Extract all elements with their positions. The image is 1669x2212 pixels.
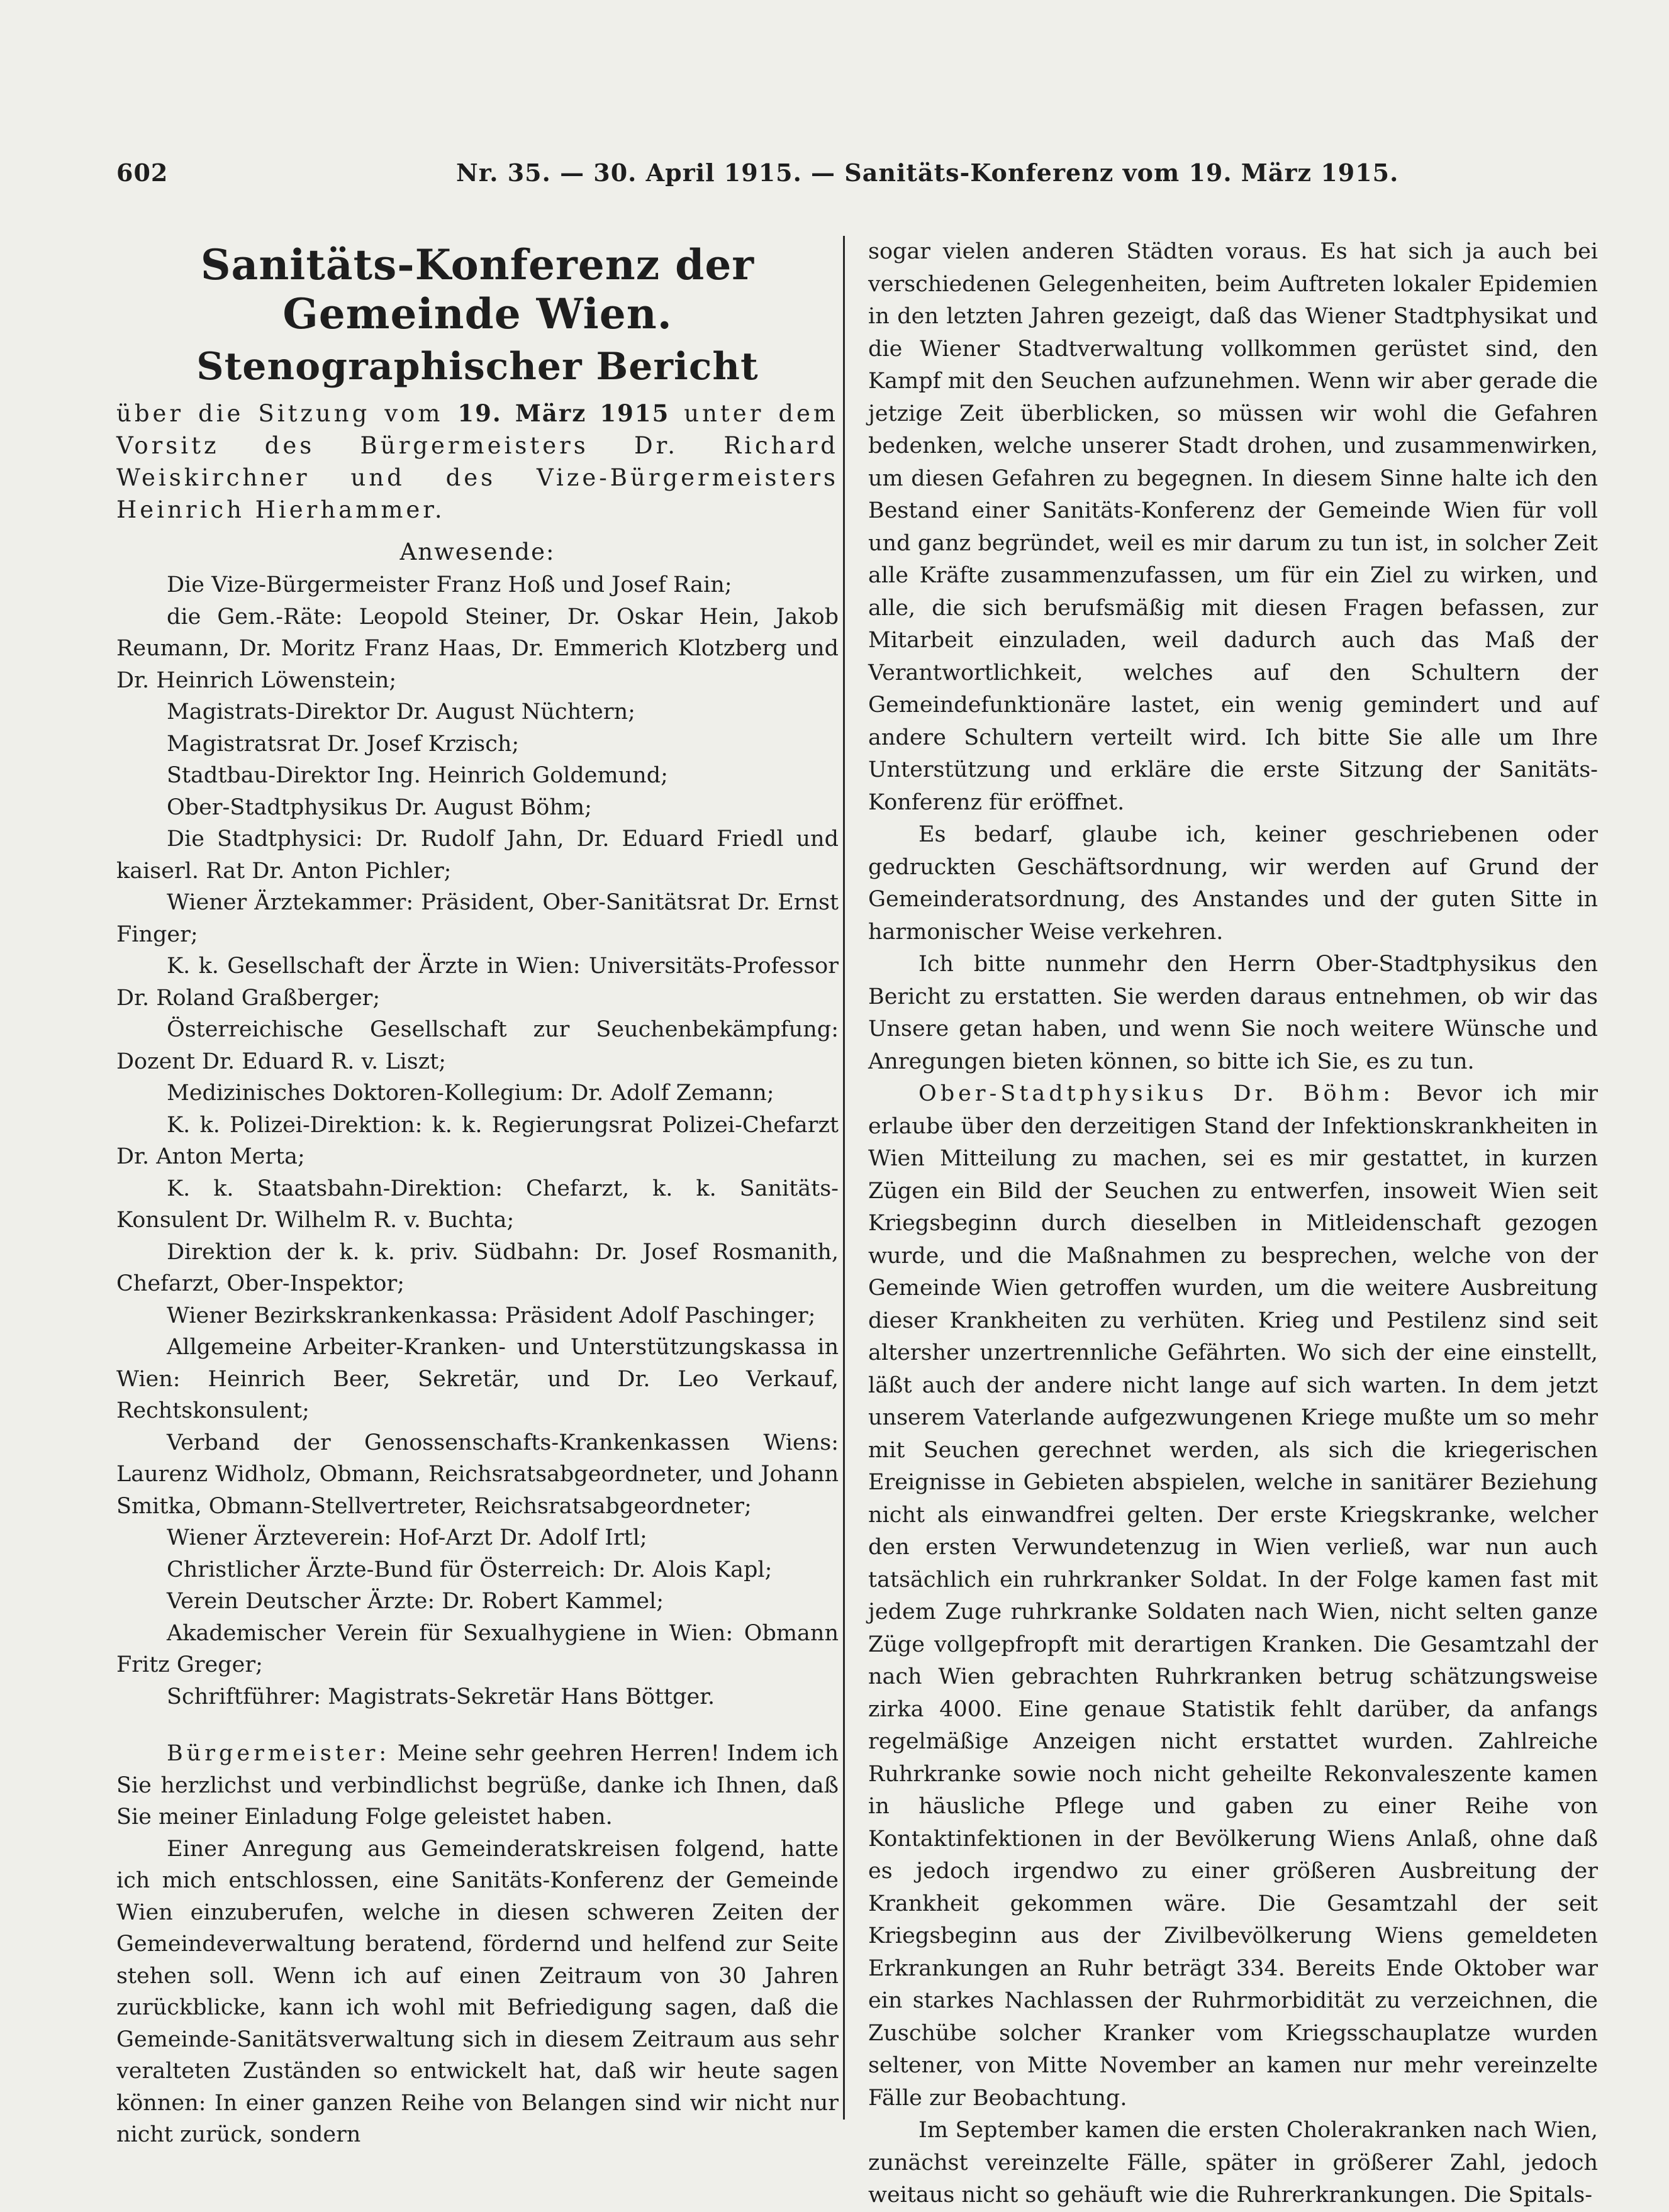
article-subtitle: Stenographischer Bericht — [196, 345, 759, 389]
attendee-entry: Magistrats-Direktor Dr. August Nüchtern; — [167, 699, 635, 725]
attendee-entry: Schriftführer: Magistrats-Sekretär Hans Böttger. — [167, 1684, 715, 1709]
attendee-entry: die Gem.-Räte: Leopold Steiner, Dr. Oskar Hein, Jakob Reumann, Dr. Moritz Franz Haas, Dr. Emmerich Klotzberg und Dr. Heinrich Löwenstein; — [116, 604, 839, 693]
left-body-text — [116, 1738, 839, 2151]
paragraph-text: Im September kamen die ersten Cholerakranken nach Wien, zunächst vereinzelte Fälle, später in größerer Zahl, jedoch weitaus nicht so gehäuft wie die Ruhrerkrankungen. Die Spitals- — [868, 2118, 1598, 2208]
paragraph-text: Es bedarf, glaube ich, keiner geschriebenen oder gedruckten Geschäftsordnung, wir werden auf Grund der Gemeinderatsordnung, des Anstandes und der guten Sitte in harmonischer Weise verkehren. — [868, 822, 1598, 945]
attendee-entry: Stadtbau-Direktor Ing. Heinrich Goldemund; — [167, 763, 668, 788]
attendee-entry: Ober-Stadtphysikus Dr. August Böhm; — [167, 794, 592, 820]
body-paragraph — [868, 2115, 1598, 2212]
attendee-entry: K. k. Gesellschaft der Ärzte in Wien: Universitäts-Professor Dr. Roland Graßberger; — [116, 953, 839, 1011]
attendee-entry: Die Vize-Bürgermeister Franz Hoß und Josef Rain; — [167, 572, 732, 597]
session-intro — [116, 397, 839, 526]
attendee-entry: Medizinisches Doktoren-Kollegium: Dr. Adolf Zemann; — [167, 1081, 774, 1106]
attendee-entry: Österreichische Gesellschaft zur Seuchenbekämpfung: Dozent Dr. Eduard R. v. Liszt; — [116, 1017, 839, 1074]
left-column — [116, 233, 839, 2151]
paragraph-text: Einer Anregung aus Gemeinderatskreisen folgend, hatte ich mich entschlossen, eine Sanitäts-Konferenz der Gemeinde Wien einzuberufen, welche in diesen schweren Zeiten der Gemeindeverwaltung beratend, fördernd und helfend zur Seite stehen soll. Wenn ich auf einen Zeitraum von 30 Jahren zurückblicke, kann ich wohl mit Befriedigung sagen, daß die Gemeinde-Sanitätsverwaltung sich in diesem Zeitraum aus sehr veralteten Zuständen so entwickelt hat, daß wir heute sagen können: In einer ganzen Reihe von Belangen sind wir nicht nur nicht zurück, sondern — [116, 1836, 839, 2147]
attendee-entry: Verein Deutscher Ärzte: Dr. Robert Kammel; — [167, 1589, 664, 1614]
column-divider — [843, 236, 845, 2120]
speaker-name: Bürgermeister: — [167, 1741, 391, 1766]
body-paragraph — [868, 819, 1598, 948]
running-title: Nr. 35. — 30. April 1915. — Sanitäts-Konferenz vom 19. März 1915. — [456, 158, 1399, 187]
attendee-entry: Wiener Ärztekammer: Präsident, Ober-Sanitätsrat Dr. Ernst Finger; — [116, 890, 839, 947]
intro-pre: über die Sitzung vom — [116, 400, 458, 427]
attendee-entry: Allgemeine Arbeiter-Kranken- und Unterstützungskassa in Wien: Heinrich Beer, Sekretär, und Dr. Leo Verkauf, Rechtskonsulent; — [116, 1335, 839, 1423]
body-paragraph — [868, 1078, 1598, 2115]
session-date: 19. März 1915 — [457, 399, 670, 427]
paragraph-text: Bevor ich mir erlaube über den derzeitigen Stand der Infektionskrankheiten in Wien Mitteilung zu machen, sei es mir gestattet, in kurzen Zügen ein Bild der Seuchen zu entwerfen, insoweit Wien seit Kriegsbeginn durch dieselben in Mitleidenschaft gezogen wurde, und die Maßnahmen zu besprechen, welche von der Gemeinde Wien getroffen wurden, um die weitere Ausbreitung dieser Krankheiten zu verhüten. Krieg und Pestilenz sind seit altersher unzertrennliche Gefährten. Wo sich der eine einstellt, läßt auch der andere nicht lange auf sich warten. In dem jetzt unserem Vaterlande aufgezwungenen Kriege mußte um so mehr mit Seuchen gerechnet werden, als sich die kriegerischen Ereignisse in Gebieten abspielen, welche in sanitärer Beziehung nicht als einwandfrei gelten. Der erste Kriegskranke, welcher den ersten Verwundetenzug in Wien verließ, war nun auch tatsächlich ein ruhrkranker Soldat. In der Folge kamen fast mit jedem Zuge ruhrkranke Soldaten nach Wien, nicht selten ganze Züge vollgepfropft mit derartigen Kranken. Die Gesamtzahl der nach Wien gebrachten Ruhrkranken betrug schätzungsweise zirka 4000. Eine genaue Statistik fehlt darüber, da anfangs regelmäßige Anzeigen nicht erstattet wurden. Zahlreiche Ruhrkranke sowie noch nicht geheilte Rekonvaleszente kamen in häusliche Pflege und gaben zu einer Reihe von Kontaktinfektionen in der Bevölkerung Wiens Anlaß, ohne daß es jedoch irgendwo zu einer größeren Ausbreitung der Krankheit gekommen wäre. Die Gesamtzahl der seit Kriegsbeginn aus der Zivilbevölkerung Wiens gemeldeten Erkrankungen an Ruhr beträgt 334. Bereits Ende Oktober war ein starkes Nachlassen der Ruhrmorbidität zu verzeichnen, die Zuschübe solcher Kranker vom Kriegsschauplatze wurden seltener, von Mitte November an kamen nur mehr vereinzelte Fälle zur Beobachtung. — [868, 1081, 1598, 2111]
paragraph-text: sogar vielen anderen Städten voraus. Es hat sich ja auch bei verschiedenen Gelegenheiten, beim Auftreten lokaler Epidemien in den letzten Jahren gezeigt, daß das Wiener Stadtphysikat und die Wiener Stadtverwaltung vollkommen gerüstet sind, den Kampf mit den Seuchen aufzunehmen. Wenn wir aber gerade die jetzige Zeit überblicken, so müssen wir wohl die Gefahren bedenken, welche unserer Stadt drohen, und zusammenwirken, um diesen Gefahren zu begegnen. In diesem Sinne halte ich den Bestand einer Sanitäts-Konferenz der Gemeinde Wien für voll und ganz begründet, weil es mir darum zu tun ist, in solcher Zeit alle Kräfte zusammenzufassen, um für ein Ziel zu wirken, und alle, die sich berufsmäßig mit diesen Fragen befassen, zur Mitarbeit einzuladen, weil dadurch auch das Maß der Verantwortlichkeit, welches auf den Schultern der Gemeindefunktionäre lastet, ein wenig gemindert und auf andere Schultern verteilt wird. Ich bitte Sie alle um Ihre Unterstützung und erkläre die erste Sitzung der Sanitäts-Konferenz für eröffnet. — [868, 239, 1598, 815]
attendee-entry: Akademischer Verein für Sexualhygiene in Wien: Obmann Fritz Greger; — [116, 1620, 839, 1677]
body-paragraph — [868, 236, 1598, 819]
page-header — [116, 158, 1399, 196]
attendee-entry: K. k. Polizei-Direktion: k. k. Regierungsrat Polizei-Chefarzt Dr. Anton Merta; — [116, 1112, 839, 1169]
body-paragraph — [116, 1738, 839, 1833]
attendee-entry: Wiener Bezirkskrankenkassa: Präsident Adolf Paschinger; — [167, 1303, 816, 1328]
paragraph-text: Meine sehr geehren Herren! Indem ich Sie herzlichst und verbindlichst begrüße, danke ich Ihnen, daß Sie meiner Einladung Folge geleistet haben. — [116, 1741, 839, 1830]
attendee-entry: Magistratsrat Dr. Josef Krzisch; — [167, 731, 520, 757]
body-paragraph — [868, 948, 1598, 1078]
attendee-entry: Christlicher Ärzte-Bund für Österreich: Dr. Alois Kapl; — [167, 1557, 773, 1582]
speaker-name: Ober-Stadtphysikus Dr. Böhm: — [918, 1081, 1395, 1106]
body-paragraph — [116, 1833, 839, 2151]
attendees-heading: Anwesende: — [399, 538, 555, 565]
page-number: 602 — [116, 158, 169, 187]
attendees-list — [116, 569, 839, 1713]
attendee-entry: K. k. Staatsbahn-Direktion: Chefarzt, k. k. Sanitäts-Konsulent Dr. Wilhelm R. v. Buchta; — [116, 1175, 839, 1233]
right-column — [868, 236, 1598, 2212]
attendee-entry: Verband der Genossenschafts-Krankenkassen Wiens: Laurenz Widholz, Obmann, Reichsratsabgeordneter, und Johann Smitka, Obmann-Stellvertreter, Reichsratsabgeordneter; — [116, 1430, 839, 1519]
attendee-entry: Wiener Ärzteverein: Hof-Arzt Dr. Adolf Irtl; — [167, 1525, 647, 1550]
article-title: Sanitäts-Konferenz der Gemeinde Wien. — [200, 240, 755, 338]
intro-post: unter dem Vorsitz des Bürgermeisters Dr. Richard Weiskirchner und des Vize-Bürgermeisters Heinrich Hierhammer. — [116, 400, 839, 523]
paragraph-text: Ich bitte nunmehr den Herrn Ober-Stadtphysikus den Bericht zu erstatten. Sie werden daraus entnehmen, ob wir das Unsere getan haben, und wenn Sie noch weitere Wünsche und Anregungen bieten können, so bitte ich Sie, es zu tun. — [868, 952, 1598, 1074]
attendee-entry: Die Stadtphysici: Dr. Rudolf Jahn, Dr. Eduard Friedl und kaiserl. Rat Dr. Anton Pichler; — [116, 826, 839, 884]
attendee-entry: Direktion der k. k. priv. Südbahn: Dr. Josef Rosmanith, Chefarzt, Ober-Inspektor; — [116, 1239, 839, 1296]
